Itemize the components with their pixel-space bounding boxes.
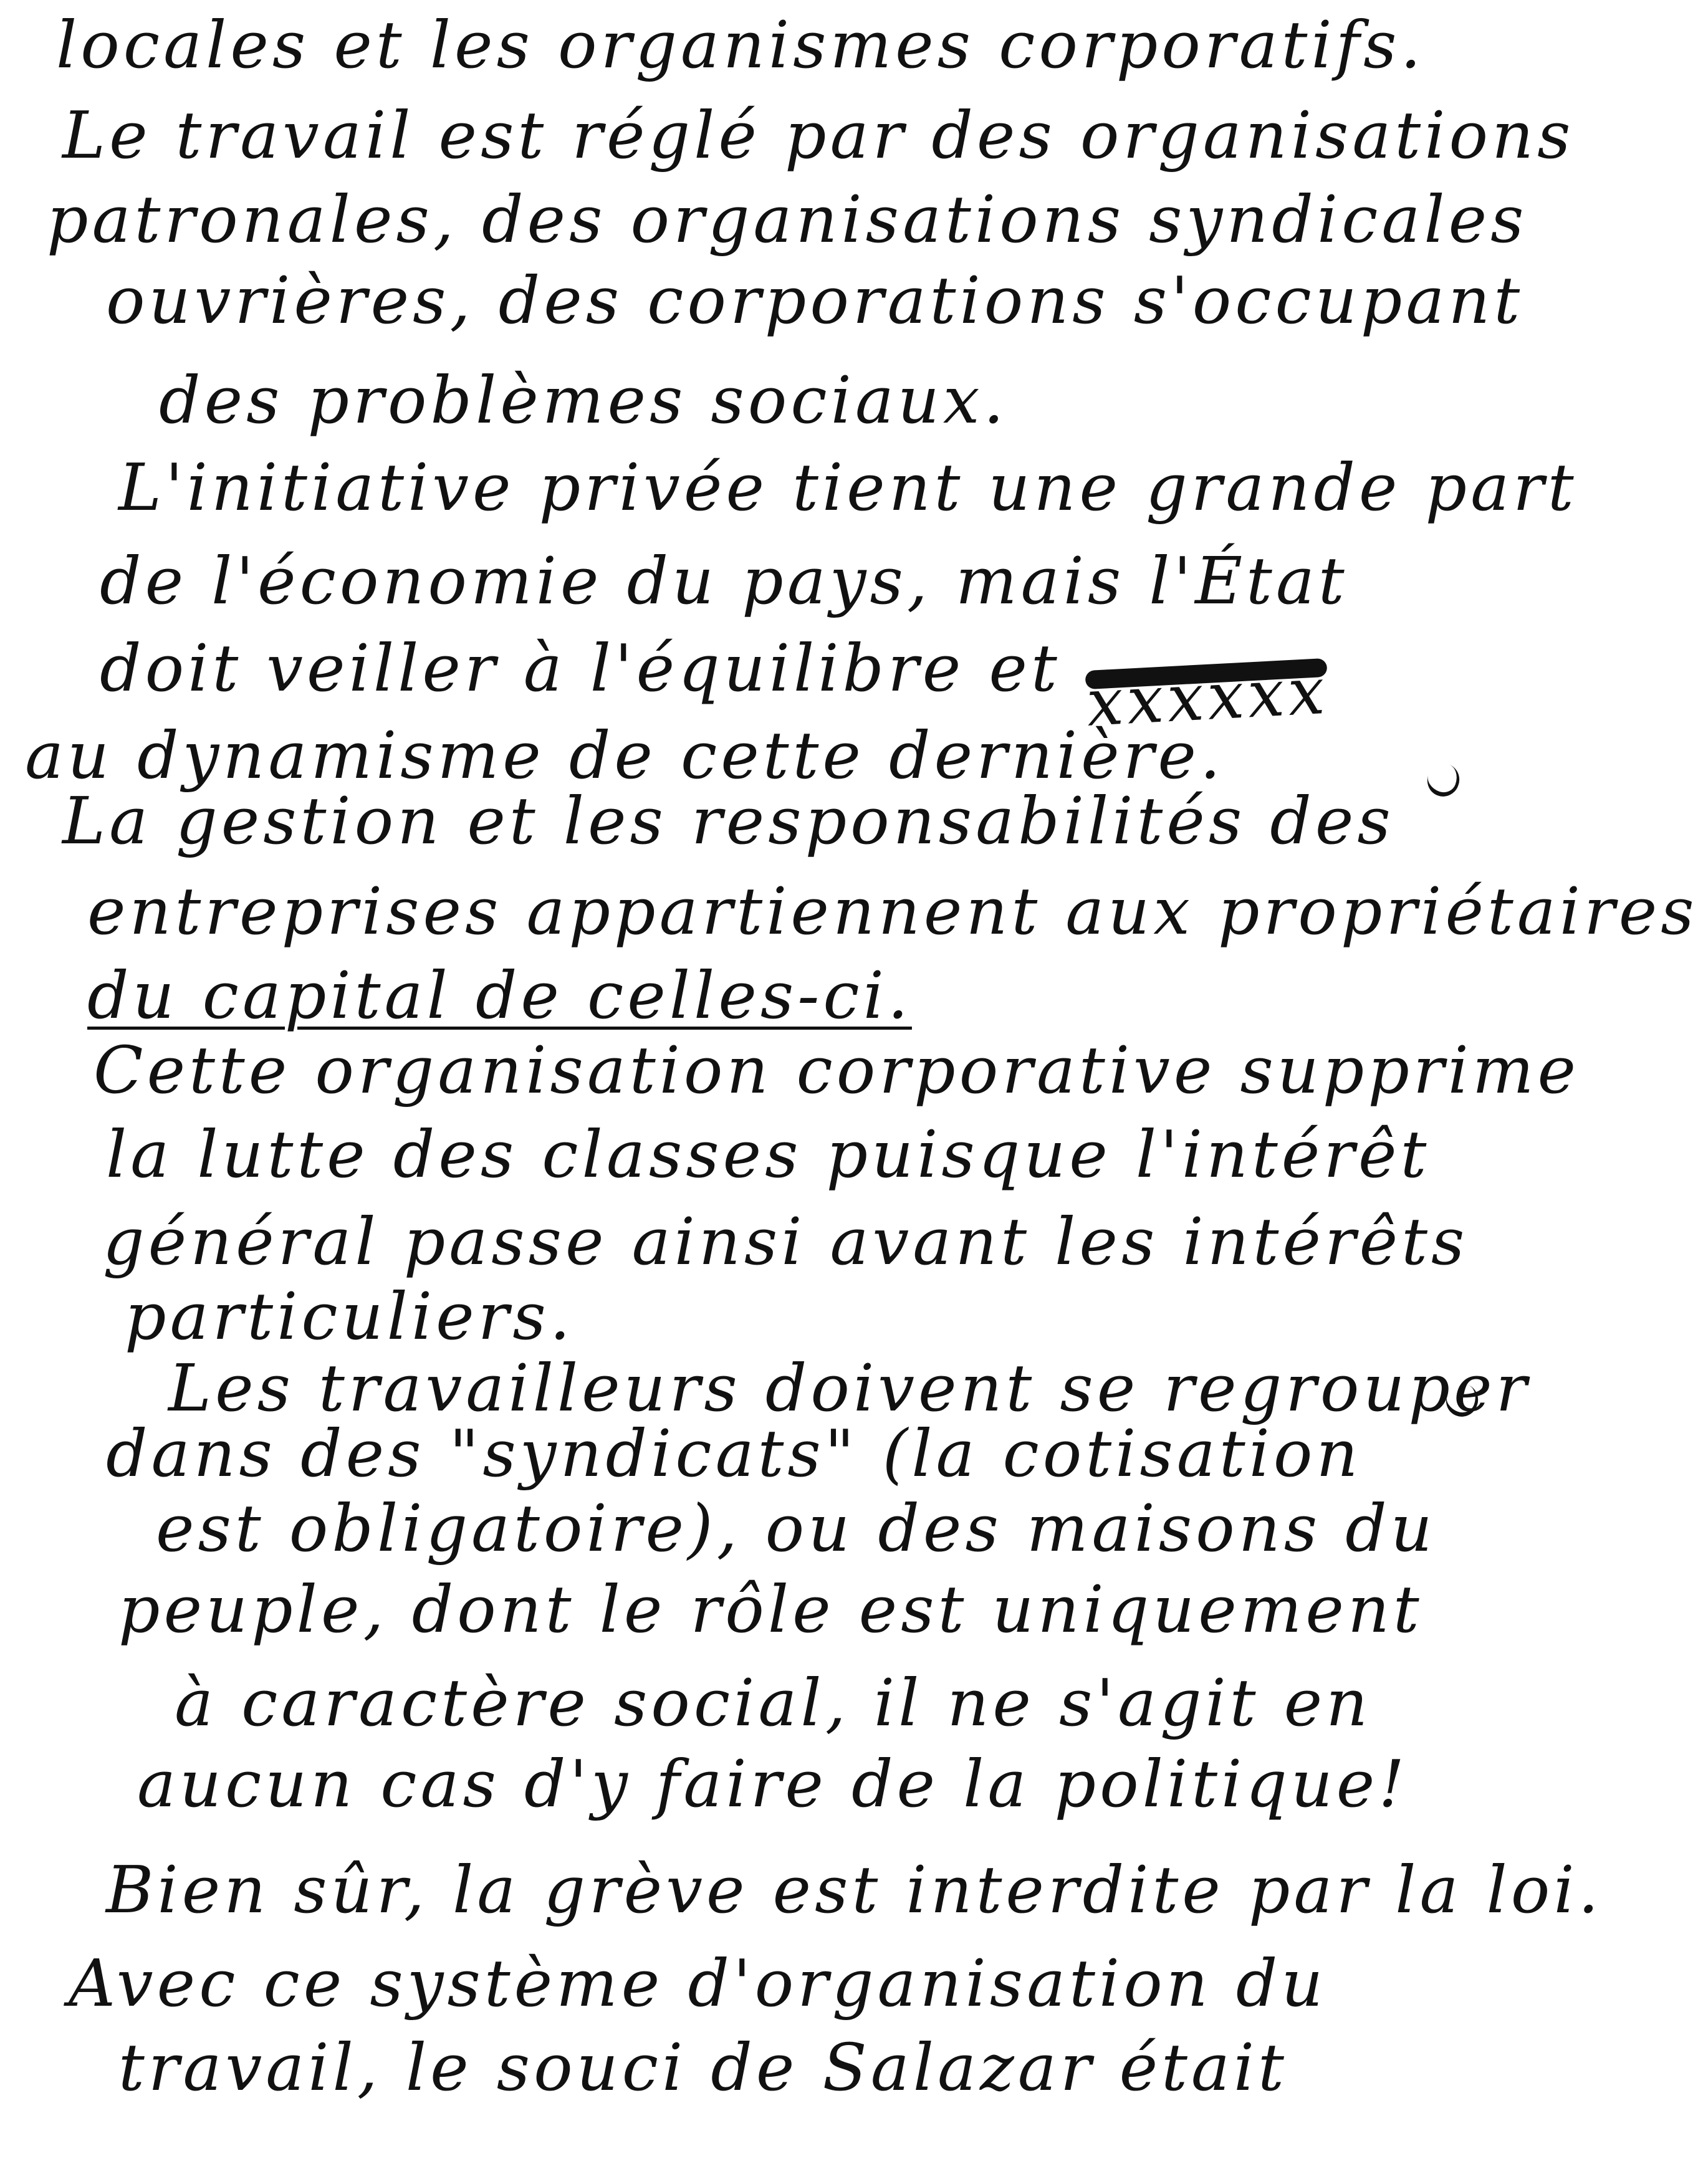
text-line-14: la lutte des classes puisque l'intérêt bbox=[106, 1116, 1431, 1192]
text-line-23: Bien sûr, la grève est interdite par la loi. bbox=[106, 1852, 1603, 1928]
text-line-22: aucun cas d'y faire de la politique! bbox=[137, 1746, 1409, 1822]
text-line-4: ouvrières, des corporations s'occupant bbox=[106, 262, 1524, 338]
text-line-12 bbox=[87, 957, 912, 1033]
text-line-1: locales et les organismes corporatifs. bbox=[56, 7, 1425, 83]
text-line-17: Les travailleurs doivent se regrouper bbox=[168, 1350, 1531, 1426]
text-line-8-text: doit veiller à l'équilibre et bbox=[100, 630, 1061, 706]
text-line-7 bbox=[100, 543, 1348, 619]
crossed-out-word: xxxxxx bbox=[1084, 652, 1330, 741]
text-line-13: Cette organisation corporative supprime bbox=[94, 1032, 1580, 1108]
text-line-15: général passe ainsi avant les intérêts bbox=[103, 1204, 1469, 1280]
text-line-2: Le travail est réglé par des organisations bbox=[62, 97, 1575, 173]
text-line-21: à caractère social, il ne s'agit en bbox=[175, 1665, 1372, 1741]
text-line-5: des problèmes sociaux. bbox=[159, 362, 1008, 438]
text-line-18: dans des "syndicats" (la cotisation bbox=[106, 1415, 1362, 1492]
text-line-8 bbox=[100, 630, 1330, 741]
margin-mark bbox=[1422, 759, 1464, 801]
text-line-6: L'initiative privée tient une grande part bbox=[118, 449, 1578, 525]
text-line-20: peuple, dont le rôle est uniquement bbox=[118, 1571, 1423, 1647]
text-line-9: au dynamisme de cette dernière. bbox=[25, 717, 1224, 793]
text-line-7-start: de l'économie du pays, mais l'État bbox=[100, 543, 1348, 619]
text-line-16: particuliers. bbox=[125, 1278, 574, 1354]
underlined-text: du capital de celles-ci. bbox=[87, 957, 912, 1033]
text-line-3: patronales, des organisations syndicales bbox=[47, 181, 1528, 257]
text-line-25: travail, le souci de Salazar était bbox=[118, 2029, 1288, 2105]
text-line-24: Avec ce système d'organisation du bbox=[69, 1945, 1327, 2021]
text-line-11: entreprises appartiennent aux propriétaires bbox=[87, 873, 1698, 949]
text-line-19: est obligatoire), ou des maisons du bbox=[156, 1490, 1436, 1566]
text-line-10: La gestion et les responsabilités des bbox=[62, 783, 1394, 859]
